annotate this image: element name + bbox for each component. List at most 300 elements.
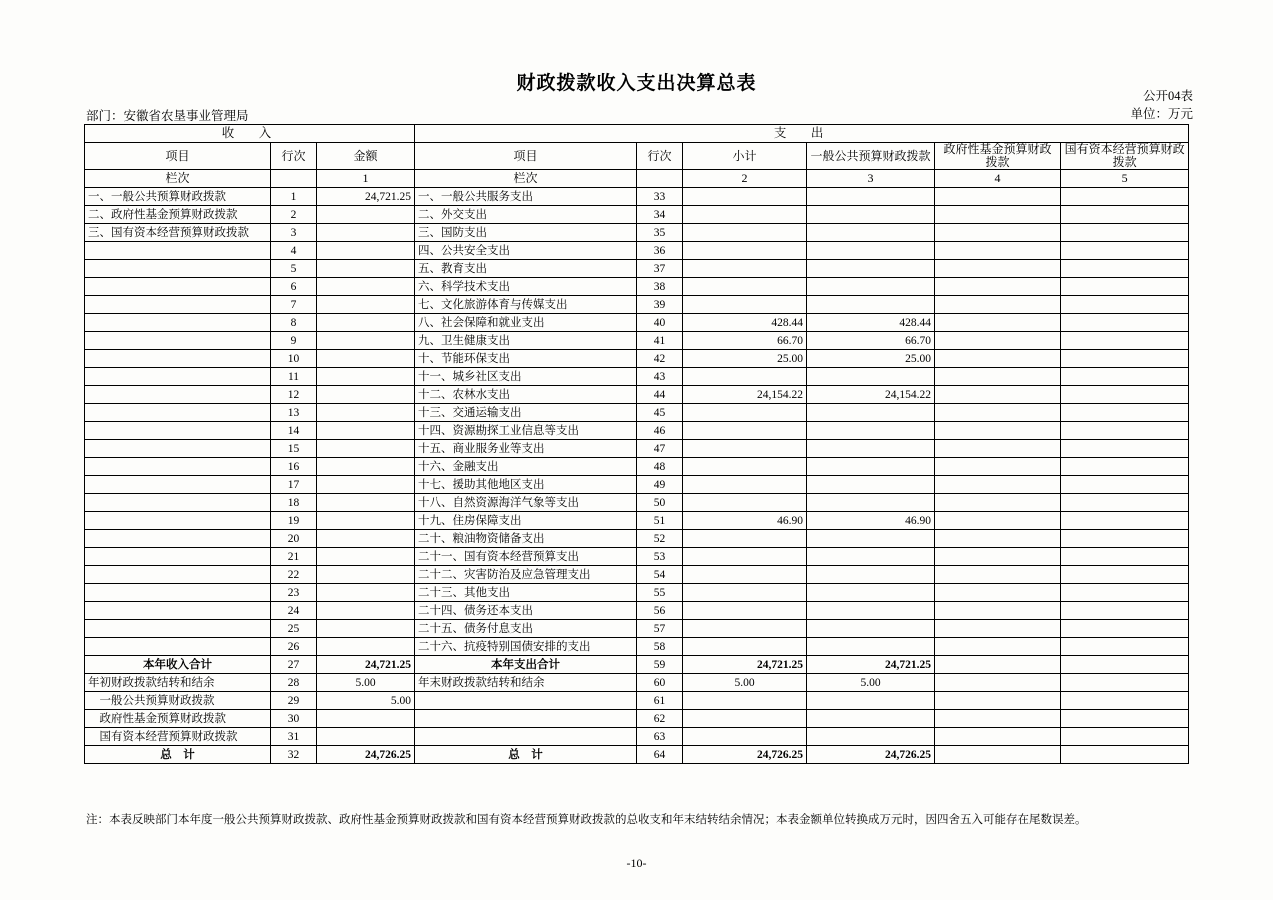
expense-row-no: 34 <box>637 206 683 224</box>
expense-gov-fund <box>935 188 1061 206</box>
table-row <box>85 584 1189 602</box>
income-item <box>85 584 271 602</box>
expense-gov-fund <box>935 602 1061 620</box>
income-row-no: 1 <box>271 188 317 206</box>
table-row <box>85 728 1189 746</box>
expense-general-public: 428.44 <box>807 314 935 332</box>
expense-gov-fund <box>935 458 1061 476</box>
income-row-no: 15 <box>271 440 317 458</box>
expense-gov-fund <box>935 620 1061 638</box>
unit-label: 单位：万元 <box>1130 107 1193 121</box>
expense-item: 五、教育支出 <box>415 260 637 278</box>
table-note: 注：本表反映部门本年度一般公共预算财政拨款、政府性基金预算财政拨款和国有资本经营预算财政拨款的总收支和年末结转结余情况；本表金额单位转换成万元时，因四舍五入可能存在尾数误差。 <box>86 814 1087 826</box>
table-row <box>85 458 1189 476</box>
income-row-no: 21 <box>271 548 317 566</box>
table-row <box>85 188 1189 206</box>
expense-row-no: 40 <box>637 314 683 332</box>
income-amount <box>317 494 415 512</box>
expense-general-public <box>807 566 935 584</box>
header-income-amount: 金额 <box>317 143 415 170</box>
expense-item: 十、节能环保支出 <box>415 350 637 368</box>
header-subtotal: 小计 <box>683 143 807 170</box>
expense-state-capital <box>1061 746 1189 764</box>
expense-state-capital <box>1061 314 1189 332</box>
expense-subtotal <box>683 584 807 602</box>
budget-table <box>84 124 1189 764</box>
income-row-no: 12 <box>271 386 317 404</box>
income-item: 国有资本经营预算财政拨款 <box>85 728 271 746</box>
expense-general-public <box>807 206 935 224</box>
expense-gov-fund <box>935 566 1061 584</box>
income-row-no: 17 <box>271 476 317 494</box>
income-item <box>85 440 271 458</box>
expense-general-public: 24,726.25 <box>807 746 935 764</box>
income-amount <box>317 404 415 422</box>
income-row-no: 6 <box>271 278 317 296</box>
header-income-rowno: 行次 <box>271 143 317 170</box>
expense-state-capital <box>1061 602 1189 620</box>
income-amount <box>317 638 415 656</box>
income-item <box>85 404 271 422</box>
income-amount <box>317 350 415 368</box>
table-row <box>85 296 1189 314</box>
expense-state-capital <box>1061 350 1189 368</box>
expense-state-capital <box>1061 242 1189 260</box>
table-row <box>85 548 1189 566</box>
expense-general-public <box>807 224 935 242</box>
table-row <box>85 278 1189 296</box>
income-row-no: 30 <box>271 710 317 728</box>
expense-item: 二十五、债务付息支出 <box>415 620 637 638</box>
expense-item: 年末财政拨款结转和结余 <box>415 674 637 692</box>
table-row <box>85 476 1189 494</box>
table-row <box>85 350 1189 368</box>
expense-gov-fund <box>935 494 1061 512</box>
income-amount <box>317 530 415 548</box>
income-row-no: 14 <box>271 422 317 440</box>
income-item <box>85 476 271 494</box>
table-row <box>85 422 1189 440</box>
expense-state-capital <box>1061 566 1189 584</box>
table-row <box>85 368 1189 386</box>
expense-state-capital <box>1061 278 1189 296</box>
expense-row-no: 46 <box>637 422 683 440</box>
income-item <box>85 458 271 476</box>
expense-subtotal <box>683 638 807 656</box>
table-row <box>85 512 1189 530</box>
expense-item: 十三、交通运输支出 <box>415 404 637 422</box>
expense-state-capital <box>1061 584 1189 602</box>
expense-row-no: 51 <box>637 512 683 530</box>
expense-row-no: 48 <box>637 458 683 476</box>
income-row-no: 27 <box>271 656 317 674</box>
expense-row-no: 53 <box>637 548 683 566</box>
table-row <box>85 638 1189 656</box>
expense-subtotal <box>683 494 807 512</box>
expense-subtotal <box>683 422 807 440</box>
income-amount <box>317 242 415 260</box>
expense-subtotal <box>683 710 807 728</box>
expense-state-capital <box>1061 638 1189 656</box>
expense-item: 二十、粮油物资储备支出 <box>415 530 637 548</box>
expense-row-no: 58 <box>637 638 683 656</box>
table-row <box>85 224 1189 242</box>
header-income-item: 项目 <box>85 143 271 170</box>
table-row <box>85 692 1189 710</box>
expense-group-header: 支 出 <box>415 125 1189 143</box>
expense-general-public <box>807 692 935 710</box>
expense-subtotal <box>683 242 807 260</box>
income-amount <box>317 548 415 566</box>
expense-row-no: 47 <box>637 440 683 458</box>
expense-state-capital <box>1061 710 1189 728</box>
expense-general-public <box>807 548 935 566</box>
income-item <box>85 422 271 440</box>
expense-gov-fund <box>935 278 1061 296</box>
expense-item: 十二、农林水支出 <box>415 386 637 404</box>
page-title: 财政拨款收入支出决算总表 <box>516 73 757 94</box>
income-item <box>85 566 271 584</box>
expense-row-no: 55 <box>637 584 683 602</box>
expense-gov-fund <box>935 422 1061 440</box>
expense-item: 十八、自然资源海洋气象等支出 <box>415 494 637 512</box>
column-label-expense-rowno <box>637 170 683 188</box>
expense-subtotal <box>683 530 807 548</box>
expense-item: 十七、援助其他地区支出 <box>415 476 637 494</box>
income-row-no: 25 <box>271 620 317 638</box>
expense-state-capital <box>1061 224 1189 242</box>
header-state-capital-budget: 国有资本经营预算财政拨款 <box>1061 143 1189 170</box>
expense-general-public: 25.00 <box>807 350 935 368</box>
expense-item: 十五、商业服务业等支出 <box>415 440 637 458</box>
expense-subtotal <box>683 296 807 314</box>
income-amount <box>317 728 415 746</box>
expense-state-capital <box>1061 476 1189 494</box>
income-row-no: 23 <box>271 584 317 602</box>
expense-general-public <box>807 530 935 548</box>
expense-item: 十一、城乡社区支出 <box>415 368 637 386</box>
expense-state-capital <box>1061 440 1189 458</box>
expense-row-no: 57 <box>637 620 683 638</box>
expense-subtotal <box>683 188 807 206</box>
expense-subtotal: 24,726.25 <box>683 746 807 764</box>
expense-row-no: 42 <box>637 350 683 368</box>
expense-gov-fund <box>935 638 1061 656</box>
header-general-public-budget: 一般公共预算财政拨款 <box>807 143 935 170</box>
expense-general-public <box>807 278 935 296</box>
expense-subtotal <box>683 566 807 584</box>
column-number-1: 1 <box>317 170 415 188</box>
income-row-no: 2 <box>271 206 317 224</box>
expense-subtotal <box>683 404 807 422</box>
expense-subtotal <box>683 368 807 386</box>
income-group-header: 收 入 <box>85 125 415 143</box>
income-amount <box>317 386 415 404</box>
income-item: 本年收入合计 <box>85 656 271 674</box>
expense-subtotal <box>683 206 807 224</box>
column-number-3: 3 <box>807 170 935 188</box>
income-amount <box>317 458 415 476</box>
table-column-header-row <box>85 143 1189 170</box>
expense-general-public <box>807 584 935 602</box>
expense-subtotal <box>683 728 807 746</box>
expense-subtotal: 66.70 <box>683 332 807 350</box>
income-amount <box>317 260 415 278</box>
income-amount <box>317 422 415 440</box>
expense-item: 三、国防支出 <box>415 224 637 242</box>
expense-general-public: 46.90 <box>807 512 935 530</box>
expense-gov-fund <box>935 746 1061 764</box>
expense-state-capital <box>1061 188 1189 206</box>
income-item <box>85 314 271 332</box>
expense-general-public <box>807 188 935 206</box>
expense-gov-fund <box>935 710 1061 728</box>
expense-row-no: 62 <box>637 710 683 728</box>
expense-item: 九、卫生健康支出 <box>415 332 637 350</box>
table-row <box>85 260 1189 278</box>
expense-item: 二十六、抗疫特别国债安排的支出 <box>415 638 637 656</box>
expense-gov-fund <box>935 386 1061 404</box>
expense-general-public <box>807 422 935 440</box>
expense-gov-fund <box>935 296 1061 314</box>
expense-item: 二、外交支出 <box>415 206 637 224</box>
expense-item: 四、公共安全支出 <box>415 242 637 260</box>
expense-subtotal <box>683 692 807 710</box>
income-row-no: 13 <box>271 404 317 422</box>
table-column-number-row <box>85 170 1189 188</box>
expense-gov-fund <box>935 656 1061 674</box>
income-item: 二、政府性基金预算财政拨款 <box>85 206 271 224</box>
table-row <box>85 656 1189 674</box>
expense-gov-fund <box>935 404 1061 422</box>
income-row-no: 4 <box>271 242 317 260</box>
expense-state-capital <box>1061 512 1189 530</box>
income-item <box>85 638 271 656</box>
income-row-no: 29 <box>271 692 317 710</box>
expense-general-public <box>807 242 935 260</box>
expense-subtotal: 24,154.22 <box>683 386 807 404</box>
income-amount <box>317 314 415 332</box>
expense-gov-fund <box>935 728 1061 746</box>
expense-state-capital <box>1061 458 1189 476</box>
expense-gov-fund <box>935 260 1061 278</box>
income-row-no: 7 <box>271 296 317 314</box>
table-row <box>85 494 1189 512</box>
expense-row-no: 64 <box>637 746 683 764</box>
income-item <box>85 368 271 386</box>
income-amount <box>317 296 415 314</box>
expense-general-public <box>807 710 935 728</box>
table-row <box>85 602 1189 620</box>
expense-item: 十九、住房保障支出 <box>415 512 637 530</box>
table-row <box>85 746 1189 764</box>
income-row-no: 32 <box>271 746 317 764</box>
expense-state-capital <box>1061 206 1189 224</box>
income-row-no: 20 <box>271 530 317 548</box>
income-row-no: 18 <box>271 494 317 512</box>
expense-subtotal <box>683 620 807 638</box>
expense-subtotal: 428.44 <box>683 314 807 332</box>
expense-state-capital <box>1061 368 1189 386</box>
column-number-2: 2 <box>683 170 807 188</box>
income-item: 三、国有资本经营预算财政拨款 <box>85 224 271 242</box>
table-row <box>85 440 1189 458</box>
table-row <box>85 314 1189 332</box>
department-label: 部门：安徽省农垦事业管理局 <box>86 109 249 123</box>
expense-subtotal: 46.90 <box>683 512 807 530</box>
income-item <box>85 620 271 638</box>
expense-row-no: 63 <box>637 728 683 746</box>
income-item <box>85 242 271 260</box>
expense-gov-fund <box>935 368 1061 386</box>
income-item <box>85 512 271 530</box>
expense-item: 二十四、债务还本支出 <box>415 602 637 620</box>
expense-item: 二十一、国有资本经营预算支出 <box>415 548 637 566</box>
income-item <box>85 530 271 548</box>
income-amount <box>317 440 415 458</box>
expense-state-capital <box>1061 656 1189 674</box>
table-row <box>85 332 1189 350</box>
expense-row-no: 36 <box>637 242 683 260</box>
expense-subtotal <box>683 458 807 476</box>
form-code: 公开04表 <box>1142 89 1193 103</box>
expense-gov-fund <box>935 332 1061 350</box>
income-amount: 24,726.25 <box>317 746 415 764</box>
income-item <box>85 548 271 566</box>
income-row-no: 24 <box>271 602 317 620</box>
expense-general-public: 66.70 <box>807 332 935 350</box>
expense-subtotal <box>683 602 807 620</box>
column-label-income: 栏次 <box>85 170 271 188</box>
income-item: 年初财政拨款结转和结余 <box>85 674 271 692</box>
expense-gov-fund <box>935 350 1061 368</box>
expense-item: 二十二、灾害防治及应急管理支出 <box>415 566 637 584</box>
income-amount <box>317 620 415 638</box>
expense-general-public <box>807 368 935 386</box>
expense-row-no: 39 <box>637 296 683 314</box>
expense-general-public <box>807 260 935 278</box>
expense-state-capital <box>1061 548 1189 566</box>
expense-row-no: 60 <box>637 674 683 692</box>
expense-general-public <box>807 620 935 638</box>
expense-gov-fund <box>935 440 1061 458</box>
expense-gov-fund <box>935 224 1061 242</box>
expense-gov-fund <box>935 530 1061 548</box>
income-amount <box>317 224 415 242</box>
income-amount: 24,721.25 <box>317 656 415 674</box>
expense-general-public <box>807 404 935 422</box>
header-gov-fund-budget: 政府性基金预算财政拨款 <box>935 143 1061 170</box>
income-item <box>85 494 271 512</box>
income-row-no: 9 <box>271 332 317 350</box>
table-row <box>85 386 1189 404</box>
expense-item: 总 计 <box>415 746 637 764</box>
income-item: 一般公共预算财政拨款 <box>85 692 271 710</box>
income-amount <box>317 332 415 350</box>
income-row-no: 22 <box>271 566 317 584</box>
expense-subtotal <box>683 440 807 458</box>
expense-row-no: 56 <box>637 602 683 620</box>
expense-subtotal: 25.00 <box>683 350 807 368</box>
expense-general-public <box>807 638 935 656</box>
expense-row-no: 37 <box>637 260 683 278</box>
income-amount <box>317 602 415 620</box>
expense-state-capital <box>1061 728 1189 746</box>
expense-item <box>415 692 637 710</box>
expense-row-no: 35 <box>637 224 683 242</box>
expense-gov-fund <box>935 674 1061 692</box>
expense-row-no: 45 <box>637 404 683 422</box>
expense-general-public <box>807 440 935 458</box>
column-label-expense: 栏次 <box>415 170 637 188</box>
income-row-no: 10 <box>271 350 317 368</box>
income-row-no: 11 <box>271 368 317 386</box>
expense-item: 十六、金融支出 <box>415 458 637 476</box>
income-item <box>85 278 271 296</box>
expense-gov-fund <box>935 512 1061 530</box>
income-row-no: 28 <box>271 674 317 692</box>
income-item <box>85 260 271 278</box>
expense-item: 十四、资源勘探工业信息等支出 <box>415 422 637 440</box>
expense-item: 二十三、其他支出 <box>415 584 637 602</box>
page-number: -10- <box>626 856 647 870</box>
income-row-no: 5 <box>271 260 317 278</box>
expense-item: 八、社会保障和就业支出 <box>415 314 637 332</box>
column-number-4: 4 <box>935 170 1061 188</box>
income-item <box>85 296 271 314</box>
income-row-no: 31 <box>271 728 317 746</box>
table-row <box>85 530 1189 548</box>
expense-row-no: 43 <box>637 368 683 386</box>
expense-row-no: 61 <box>637 692 683 710</box>
income-amount <box>317 476 415 494</box>
income-amount <box>317 710 415 728</box>
table-row <box>85 620 1189 638</box>
expense-subtotal <box>683 278 807 296</box>
expense-state-capital <box>1061 620 1189 638</box>
expense-subtotal: 5.00 <box>683 674 807 692</box>
income-item: 政府性基金预算财政拨款 <box>85 710 271 728</box>
expense-state-capital <box>1061 692 1189 710</box>
table-row <box>85 242 1189 260</box>
expense-row-no: 44 <box>637 386 683 404</box>
expense-subtotal <box>683 224 807 242</box>
expense-row-no: 41 <box>637 332 683 350</box>
expense-state-capital <box>1061 674 1189 692</box>
expense-general-public: 5.00 <box>807 674 935 692</box>
column-label-income-rowno <box>271 170 317 188</box>
expense-state-capital <box>1061 404 1189 422</box>
expense-row-no: 54 <box>637 566 683 584</box>
income-item: 一、一般公共预算财政拨款 <box>85 188 271 206</box>
income-amount <box>317 512 415 530</box>
income-row-no: 8 <box>271 314 317 332</box>
expense-gov-fund <box>935 476 1061 494</box>
table-row <box>85 566 1189 584</box>
income-row-no: 16 <box>271 458 317 476</box>
income-amount <box>317 368 415 386</box>
expense-item: 七、文化旅游体育与传媒支出 <box>415 296 637 314</box>
expense-row-no: 33 <box>637 188 683 206</box>
income-amount <box>317 584 415 602</box>
expense-item: 六、科学技术支出 <box>415 278 637 296</box>
table-row <box>85 206 1189 224</box>
income-item: 总 计 <box>85 746 271 764</box>
expense-gov-fund <box>935 206 1061 224</box>
expense-item: 本年支出合计 <box>415 656 637 674</box>
expense-gov-fund <box>935 692 1061 710</box>
income-item <box>85 332 271 350</box>
